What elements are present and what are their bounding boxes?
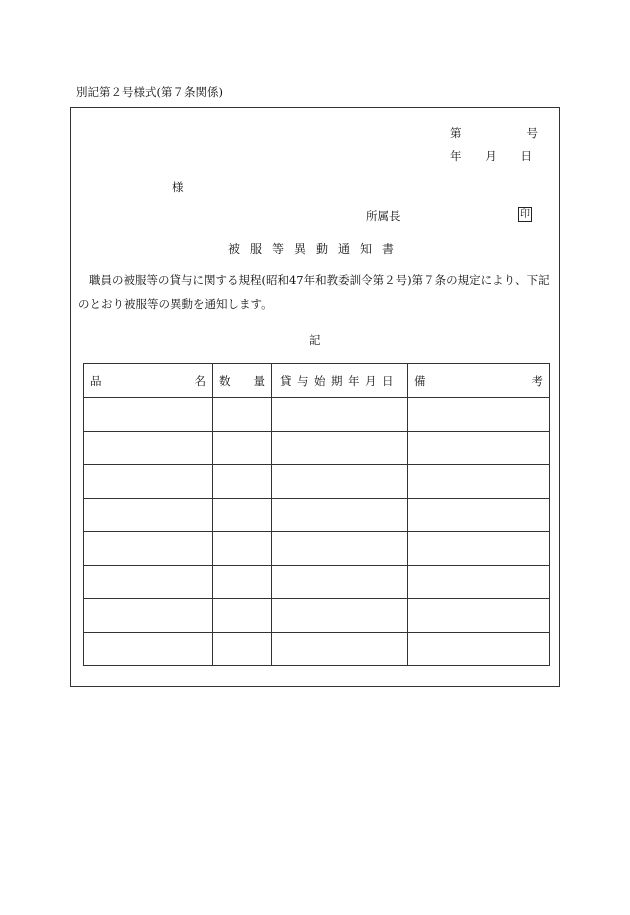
form-reference: 別記第２号様式(第７条関係) [76,85,223,99]
date-cell[interactable] [272,465,408,499]
document-number-line [450,125,538,141]
quantity-cell[interactable] [213,532,272,566]
table-row[interactable] [84,398,550,432]
table-row[interactable] [84,465,550,499]
header-quantity [213,364,272,398]
item-name-cell[interactable] [84,398,213,432]
number-suffix: 号 [526,126,538,140]
header-remarks-char: 考 [531,373,543,388]
item-name-cell[interactable] [84,431,213,465]
quantity-cell[interactable] [213,565,272,599]
quantity-cell[interactable] [213,599,272,633]
remarks-cell[interactable] [408,465,550,499]
date-cell[interactable] [272,599,408,633]
item-name-cell[interactable] [84,532,213,566]
body-paragraph: 職員の被服等の貸与に関する規程(昭和47年和教委訓令第２号)第７条の規定により、下記のとおり被服等の異動を通知します。 [78,273,550,311]
header-qty-char: 数 [219,373,231,388]
date-cell[interactable] [272,532,408,566]
table-header-row [84,364,550,398]
date-day: 日 [520,149,532,163]
table-row[interactable] [84,431,550,465]
sender-title: 所属長 [366,209,401,223]
date-cell[interactable] [272,632,408,666]
remarks-cell[interactable] [408,565,550,599]
quantity-cell[interactable] [213,465,272,499]
table-row[interactable] [84,565,550,599]
document-title: 被服等異動通知書 [228,242,405,256]
remarks-cell[interactable] [408,498,550,532]
date-year: 年 [450,149,462,163]
header-item-char: 名 [194,373,206,388]
addressee-honorific: 様 [172,180,184,194]
date-line [450,148,532,164]
table-row[interactable] [84,532,550,566]
quantity-cell[interactable] [213,398,272,432]
header-loan-start-date: 貸与始期年月日 [272,364,408,398]
table-row[interactable] [84,632,550,666]
quantity-cell[interactable] [213,632,272,666]
item-name-cell[interactable] [84,632,213,666]
item-name-cell[interactable] [84,498,213,532]
date-month: 月 [485,149,497,163]
header-remarks-char: 備 [414,373,426,388]
item-name-cell[interactable] [84,565,213,599]
header-remarks [408,364,550,398]
date-cell[interactable] [272,565,408,599]
table-row[interactable] [84,599,550,633]
seal-mark: 印 [520,209,530,220]
item-name-cell[interactable] [84,465,213,499]
table-row[interactable] [84,498,550,532]
number-prefix: 第 [450,126,462,140]
remarks-cell[interactable] [408,632,550,666]
remarks-cell[interactable] [408,599,550,633]
date-cell[interactable] [272,398,408,432]
header-item-name [84,364,213,398]
header-item-char: 品 [90,373,102,388]
item-table [83,363,550,666]
quantity-cell[interactable] [213,498,272,532]
date-cell[interactable] [272,431,408,465]
header-qty-char: 量 [253,373,265,388]
ki-heading: 記 [309,333,321,347]
item-name-cell[interactable] [84,599,213,633]
remarks-cell[interactable] [408,398,550,432]
quantity-cell[interactable] [213,431,272,465]
date-cell[interactable] [272,498,408,532]
remarks-cell[interactable] [408,431,550,465]
remarks-cell[interactable] [408,532,550,566]
